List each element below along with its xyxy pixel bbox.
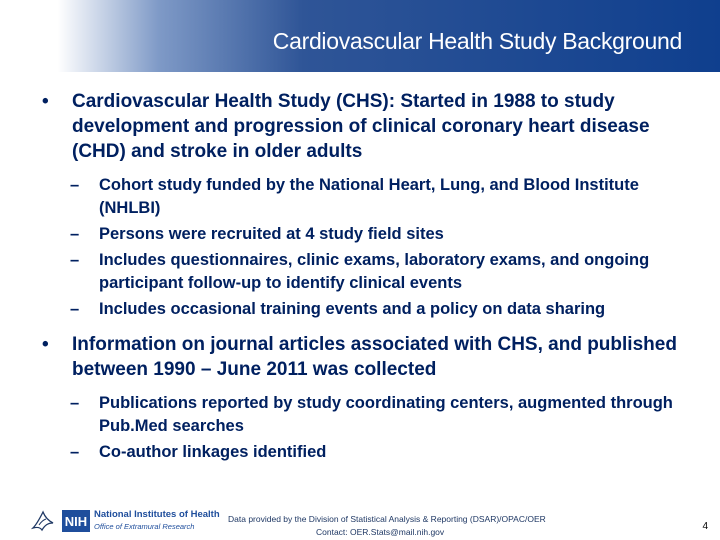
dash-glyph: – <box>70 443 80 461</box>
dash-glyph: – <box>70 394 80 412</box>
nih-logo-office: Office of Extramural Research <box>94 522 195 531</box>
sub-bullet-1-2 <box>70 223 690 246</box>
bullet-glyph: • <box>42 334 49 355</box>
sub-bullet-text: Includes questionnaires, clinic exams, laboratory exams, and ongoing participant follow-up to identify clinical events <box>99 251 650 292</box>
slide-content <box>40 89 690 467</box>
bullet-2-text: Information on journal articles associated with CHS, and published between 1990 – June 2011 was collected <box>72 334 677 380</box>
footer-contact: Contact: OER.Stats@mail.nih.gov <box>316 527 445 537</box>
sub-bullet-1-1 <box>70 174 690 220</box>
hhs-eagle-logo-icon <box>30 508 56 534</box>
sub-bullet-2-2 <box>70 441 690 464</box>
sub-bullet-1-3 <box>70 249 690 295</box>
slide-title: Cardiovascular Health Study Background <box>272 28 682 54</box>
dash-glyph: – <box>70 251 80 269</box>
nih-logo-name: National Institutes of Health <box>94 509 220 520</box>
nih-logo-icon: NIH <box>62 510 90 532</box>
footer-source-note: Data provided by the Division of Statistical Analysis & Reporting (DSAR)/OPAC/OER <box>228 514 546 524</box>
bullet-glyph: • <box>42 91 49 112</box>
sub-bullet-text: Includes occasional training events and a policy on data sharing <box>99 300 606 318</box>
dash-glyph: – <box>70 300 80 318</box>
dash-glyph: – <box>70 225 80 243</box>
sub-bullet-text: Publications reported by study coordinating centers, augmented through Pub.Med searches <box>99 394 673 435</box>
slide-footer <box>0 500 720 540</box>
title-bar <box>0 0 720 72</box>
sub-bullet-1-4 <box>70 298 690 321</box>
bullet-1 <box>40 89 690 164</box>
bullet-1-text: Cardiovascular Health Study (CHS): Started in 1988 to study development and progression of clinical coronary heart disease (CHD) and stroke in older adults <box>72 91 650 162</box>
dash-glyph: – <box>70 176 80 194</box>
sub-bullet-text: Persons were recruited at 4 study field sites <box>99 225 444 243</box>
sub-bullet-2-1 <box>70 392 690 438</box>
sub-bullet-text: Cohort study funded by the National Heart, Lung, and Blood Institute (NHLBI) <box>99 176 639 217</box>
page-number: 4 <box>702 521 708 532</box>
bullet-2 <box>40 332 690 382</box>
sub-bullet-text: Co-author linkages identified <box>99 443 327 461</box>
